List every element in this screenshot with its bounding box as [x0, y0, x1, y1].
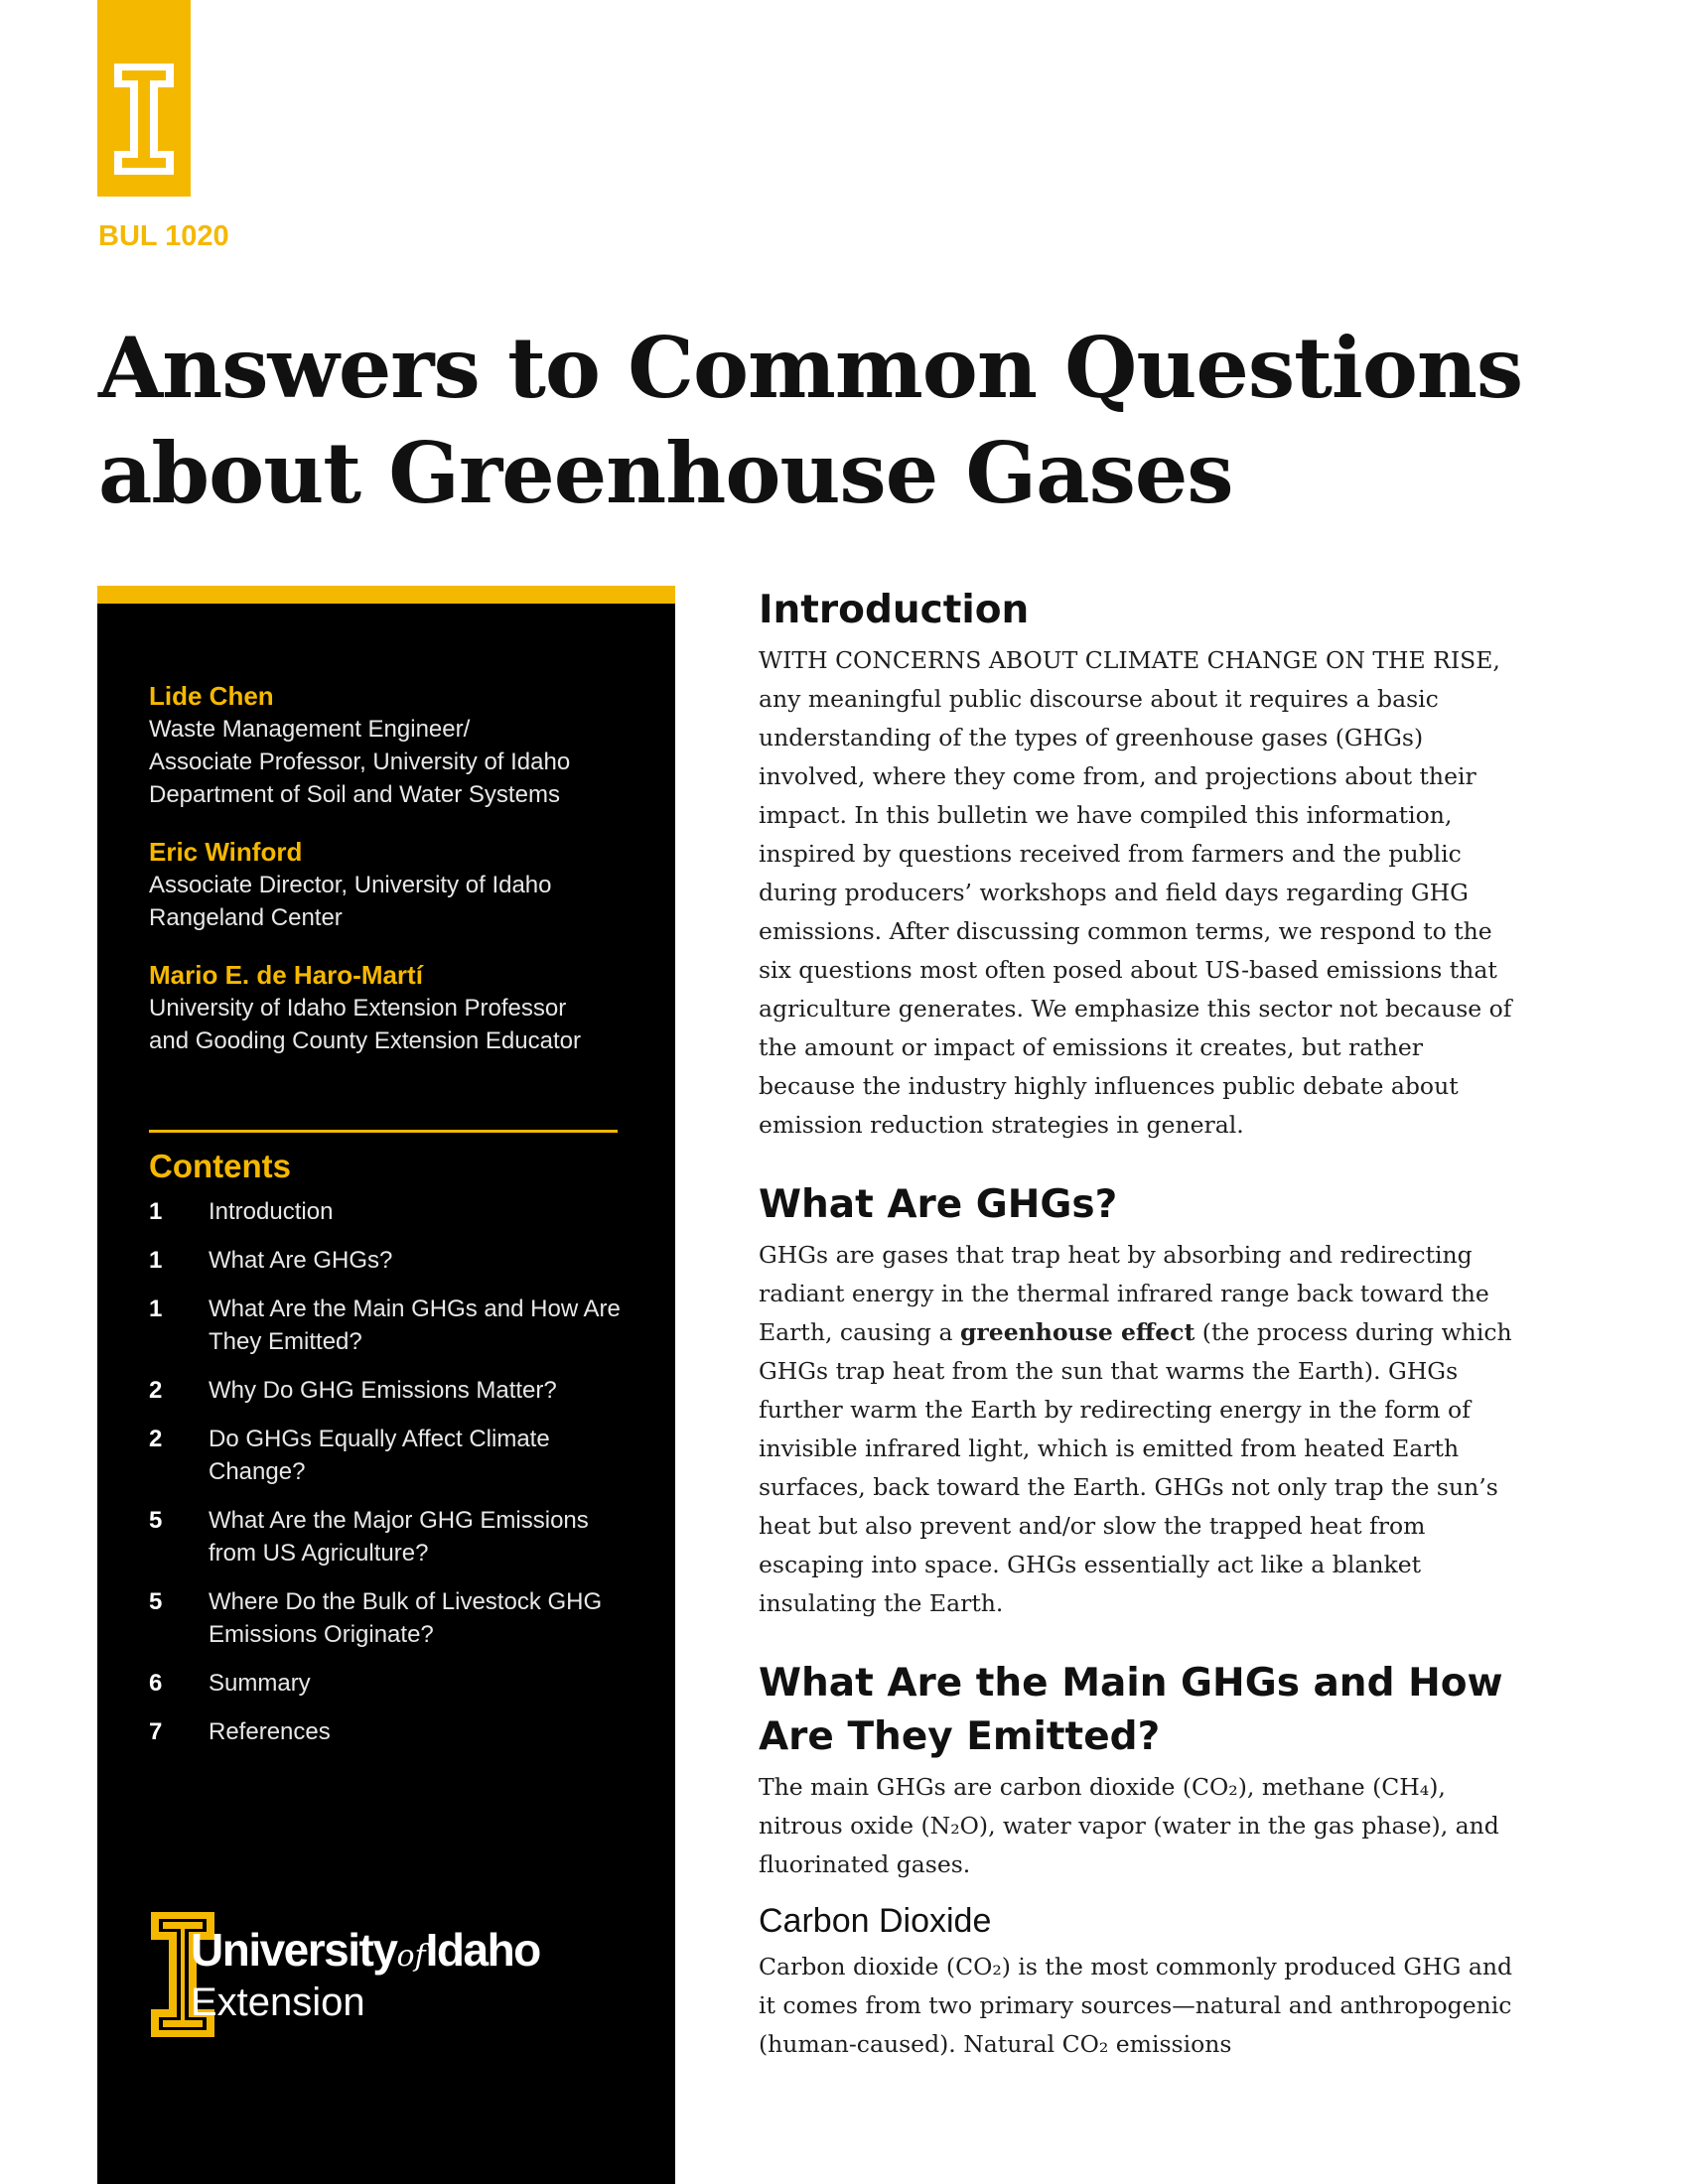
contents-divider: [149, 1130, 618, 1133]
toc-item[interactable]: [149, 1293, 645, 1358]
toc-label: What Are the Major GHG Emissions from US Agriculture?: [209, 1507, 589, 1567]
bold-term: greenhouse effect: [959, 1318, 1196, 1346]
toc-label: Why Do GHG Emissions Matter?: [209, 1377, 557, 1404]
section-paragraph: The main GHGs are carbon dioxide (CO₂), methane (CH₄), nitrous oxide (N₂O), water vapor (water in the gas phase), and fluorinated gases.: [759, 1773, 1499, 1878]
author: [149, 835, 645, 934]
university-wordmark: UniversityofIdaho: [191, 1924, 540, 1976]
author-role: Associate Director, University of Idaho Rangeland Center: [149, 872, 552, 931]
block-i-icon: [110, 60, 178, 179]
extension-wordmark: Extension: [191, 1980, 365, 2024]
toc-item[interactable]: [149, 1195, 645, 1228]
author-role: Waste Management Engineer/ Associate Professor, University of Idaho Department of Soil and Water Systems: [149, 716, 571, 808]
section-main-ghgs: [759, 1657, 1513, 2064]
section-introduction: [759, 584, 1513, 1145]
toc-label: References: [209, 1718, 331, 1745]
lead-in-caps: WITH CONCERNS ABOUT CLIMATE CHANGE ON THE RISE,: [759, 646, 1500, 674]
section-paragraph: GHGs are gases that trap heat by absorbing and redirecting radiant energy in the thermal infrared range back toward the Earth, causing a greenhouse effect (the process during which GHGs trap heat from the sun that warms the Earth). GHGs further warm the Earth by redirecting energy in the form of invisible infrared light, which is emitted from heated Earth surfaces, back toward the Earth. GHGs not only trap the sun’s heat but also prevent and/or slow the trapped heat from escaping into space. GHGs essentially act like a blanket insulating the Earth.: [759, 1241, 1512, 1617]
toc-page-number: 5: [149, 1588, 163, 1615]
author: [149, 679, 645, 811]
toc-page-number: 2: [149, 1377, 163, 1404]
author-name: Mario E. de Haro-Martí: [149, 960, 423, 990]
toc-page-number: 7: [149, 1718, 163, 1745]
author-role: University of Idaho Extension Professor and Gooding County Extension Educator: [149, 995, 581, 1054]
toc-item[interactable]: [149, 1423, 645, 1488]
toc-page-number: 2: [149, 1426, 163, 1452]
toc-item[interactable]: [149, 1585, 645, 1651]
toc-page-number: 1: [149, 1247, 163, 1274]
toc-label: Where Do the Bulk of Livestock GHG Emissions Originate?: [209, 1588, 603, 1648]
author-name: Lide Chen: [149, 681, 274, 711]
section-heading: Introduction: [759, 588, 1030, 632]
subsection-heading: Carbon Dioxide: [759, 1902, 992, 1940]
author-name: Eric Winford: [149, 837, 303, 867]
author-list: [149, 679, 645, 1081]
university-i-logo: [97, 0, 191, 197]
author: [149, 958, 645, 1057]
toc-label: What Are GHGs?: [209, 1247, 393, 1274]
toc-item[interactable]: [149, 1244, 645, 1277]
toc-label: What Are the Main GHGs and How Are They Emitted?: [209, 1296, 621, 1355]
contents-heading: Contents: [149, 1148, 291, 1184]
toc-page-number: 5: [149, 1507, 163, 1534]
toc-item[interactable]: [149, 1374, 645, 1407]
section-paragraph: Carbon dioxide (CO₂) is the most commonly produced GHG and it comes from two primary sources—natural and anthropogenic (human-caused). Natural CO₂ emissions: [759, 1953, 1513, 2058]
toc-page-number: 6: [149, 1670, 163, 1697]
section-heading: What Are the Main GHGs and How Are They Emitted?: [759, 1661, 1503, 1759]
section-heading: What Are GHGs?: [759, 1182, 1118, 1227]
page-title: Answers to Common Questions about Greenhouse Gases: [98, 319, 1523, 522]
toc-item[interactable]: [149, 1504, 645, 1570]
section-paragraph: WITH CONCERNS ABOUT CLIMATE CHANGE ON THE RISE, any meaningful public discourse about it requires a basic understanding of the types of greenhouse gases (GHGs) involved, where they come from, and projections about their impact. In this bulletin we have compiled this information, inspired by questions received from farmers and the public during producers’ workshops and field days regarding GHG emissions. After discussing common terms, we respond to the six questions most often posed about US-based emissions that agriculture generates. We emphasize this sector not because of the amount or impact of emissions it creates, but rather because the industry highly influences public debate about emission reduction strategies in general.: [759, 646, 1512, 1139]
toc-label: Introduction: [209, 1198, 334, 1225]
toc-label: Do GHGs Equally Affect Climate Change?: [209, 1426, 550, 1485]
table-of-contents: [149, 1195, 645, 1764]
sidebar: [97, 586, 675, 2184]
toc-page-number: 1: [149, 1198, 163, 1225]
toc-label: Summary: [209, 1670, 311, 1697]
toc-page-number: 1: [149, 1296, 163, 1322]
toc-item[interactable]: [149, 1667, 645, 1700]
main-content: [759, 584, 1513, 2064]
toc-item[interactable]: [149, 1715, 645, 1748]
bulletin-number: BUL 1020: [98, 220, 229, 252]
section-what-are-ghgs: [759, 1178, 1513, 1623]
